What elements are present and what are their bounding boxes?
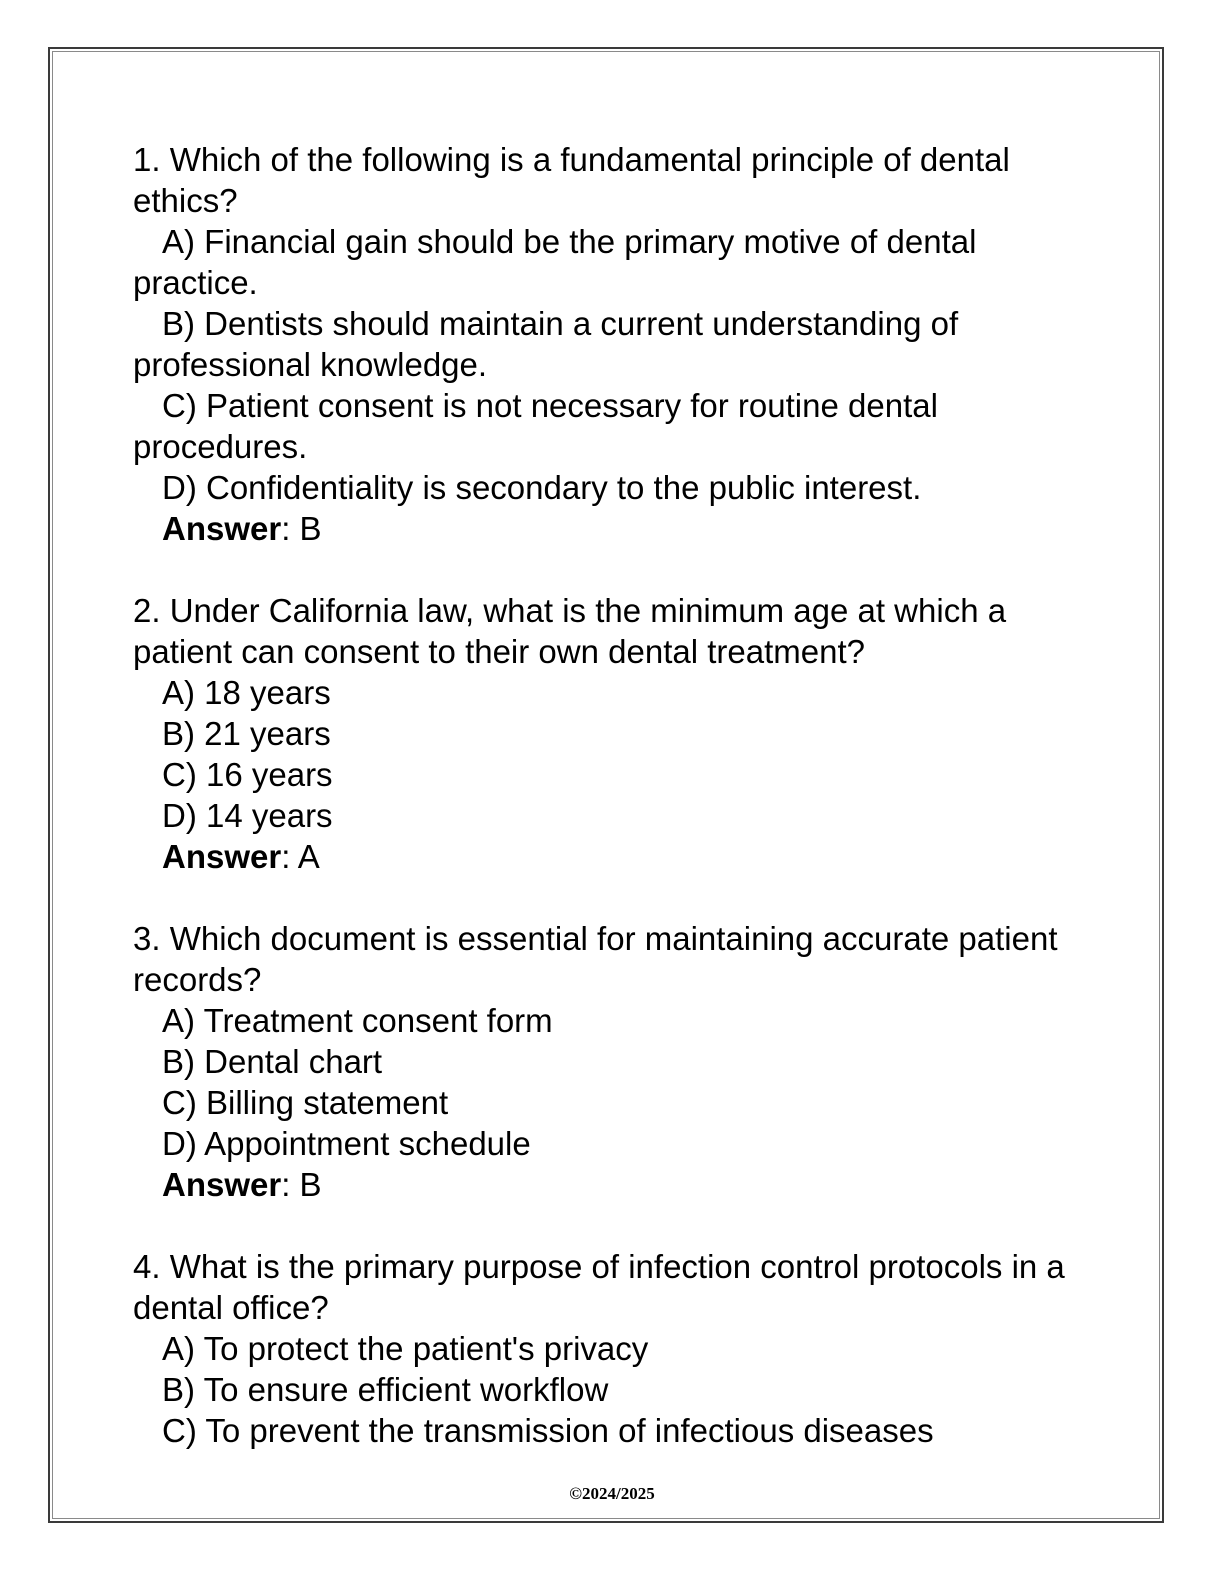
- question-text: 3. Which document is essential for maintaining accurate patient records?: [133, 920, 1058, 998]
- answer-line: [133, 836, 1093, 877]
- option-c: C) To prevent the transmission of infectious diseases: [162, 1412, 934, 1449]
- option-b: B) 21 years: [162, 715, 331, 752]
- option-c: C) 16 years: [162, 756, 333, 793]
- answer-value: : B: [281, 1166, 322, 1203]
- page-footer-copyright: ©2024/2025: [569, 1484, 655, 1503]
- question-text: 4. What is the primary purpose of infection control protocols in a dental office?: [133, 1248, 1065, 1326]
- option-b: B) Dentists should maintain a current understanding of professional knowledge.: [133, 305, 959, 383]
- option-b: B) Dental chart: [162, 1043, 383, 1080]
- option-c: C) Patient consent is not necessary for routine dental procedures.: [133, 387, 938, 465]
- question-4: [133, 1246, 1093, 1451]
- question-text: 1. Which of the following is a fundamental principle of dental ethics?: [133, 141, 1010, 219]
- answer-label: Answer: [162, 1166, 282, 1203]
- option-d: D) Confidentiality is secondary to the public interest.: [162, 469, 922, 506]
- option-d: D) 14 years: [162, 797, 333, 834]
- question-text: 2. Under California law, what is the minimum age at which a patient can consent to their own dental treatment?: [133, 592, 1007, 670]
- question-2: [133, 590, 1093, 877]
- answer-line: [133, 1164, 1093, 1205]
- question-1: [133, 139, 1093, 549]
- option-b: B) To ensure efficient workflow: [162, 1371, 609, 1408]
- option-a: A) Treatment consent form: [162, 1002, 553, 1039]
- option-d: D) Appointment schedule: [162, 1125, 531, 1162]
- answer-line: [133, 508, 1093, 549]
- option-a: A) 18 years: [162, 674, 331, 711]
- answer-label: Answer: [162, 510, 282, 547]
- option-c: C) Billing statement: [162, 1084, 449, 1121]
- option-a: A) To protect the patient's privacy: [162, 1330, 649, 1367]
- answer-label: Answer: [162, 838, 282, 875]
- answer-value: : A: [281, 838, 320, 875]
- answer-value: : B: [281, 510, 322, 547]
- question-3: [133, 918, 1093, 1205]
- option-a: A) Financial gain should be the primary motive of dental practice.: [133, 223, 977, 301]
- question-list: [133, 139, 1093, 1492]
